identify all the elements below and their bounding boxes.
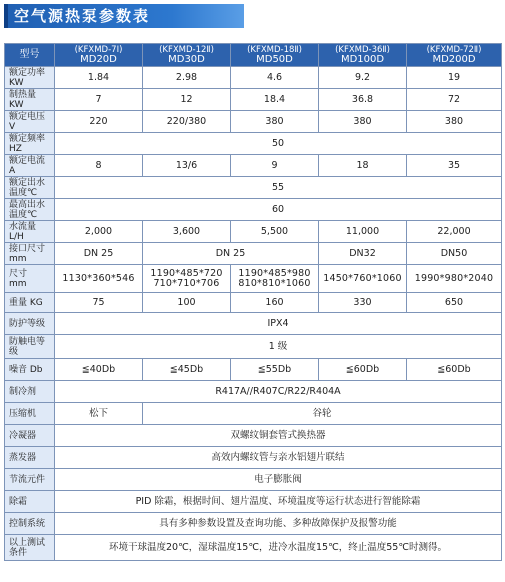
cell: DN 25 — [143, 243, 319, 265]
cell: DN32 — [319, 243, 407, 265]
cell: 7 — [55, 89, 143, 111]
cell: 电子膨胀阀 — [55, 469, 502, 491]
model-header: (KFXMD-72Ⅱ) MD200D — [407, 44, 502, 67]
cell: 11,000 — [319, 221, 407, 243]
cell: R417A//R407C/R22/R404A — [55, 381, 502, 403]
cell: ≦40Db — [55, 359, 143, 381]
cell: 1450*760*1060 — [319, 265, 407, 293]
table-row — [5, 335, 502, 359]
table-row — [5, 89, 502, 111]
row-label: 制热量 KW — [5, 89, 55, 111]
table-row — [5, 265, 502, 293]
table-row — [5, 513, 502, 535]
cell: 380 — [407, 111, 502, 133]
cell: 1.84 — [55, 67, 143, 89]
model-header: (KFXMD-12Ⅱ) MD30D — [143, 44, 231, 67]
table-row — [5, 381, 502, 403]
row-label: 蒸发器 — [5, 447, 55, 469]
spec-table — [4, 43, 502, 561]
row-label: 尺寸 mm — [5, 265, 55, 293]
page-title: 空气源热泵参数表 — [4, 4, 244, 28]
cell: 100 — [143, 293, 231, 313]
cell: 380 — [231, 111, 319, 133]
cell: 4.6 — [231, 67, 319, 89]
model-header: (KFXMD-7Ⅰ) MD20D — [55, 44, 143, 67]
row-label: 冷凝器 — [5, 425, 55, 447]
cell: PID 除霜，根据时间、翅片温度、环境温度等运行状态进行智能除霜 — [55, 491, 502, 513]
cell: 1 级 — [55, 335, 502, 359]
table-row — [5, 67, 502, 89]
cell: 50 — [55, 133, 502, 155]
cell: 9 — [231, 155, 319, 177]
row-label: 防触电等 级 — [5, 335, 55, 359]
cell: 60 — [55, 199, 502, 221]
table-row — [5, 199, 502, 221]
cell: ≦55Db — [231, 359, 319, 381]
row-label: 防护等级 — [5, 313, 55, 335]
table-row — [5, 243, 502, 265]
header-row — [5, 44, 502, 67]
table-row — [5, 535, 502, 561]
cell: 220/380 — [143, 111, 231, 133]
table-row — [5, 403, 502, 425]
cell: DN 25 — [55, 243, 143, 265]
row-label: 额定电压 V — [5, 111, 55, 133]
cell: 5,500 — [231, 221, 319, 243]
row-label: 节流元件 — [5, 469, 55, 491]
table-row — [5, 133, 502, 155]
cell: 650 — [407, 293, 502, 313]
cell: 13/6 — [143, 155, 231, 177]
model-header: (KFXMD-36Ⅱ) MD100D — [319, 44, 407, 67]
cell: 双螺纹铜套管式换热器 — [55, 425, 502, 447]
table-row — [5, 155, 502, 177]
table-row — [5, 469, 502, 491]
row-label: 额定频率 HZ — [5, 133, 55, 155]
table-row — [5, 425, 502, 447]
cell: 9.2 — [319, 67, 407, 89]
table-row — [5, 221, 502, 243]
row-label: 控制系统 — [5, 513, 55, 535]
cell: 35 — [407, 155, 502, 177]
cell: 22,000 — [407, 221, 502, 243]
header-label: 型号 — [5, 44, 55, 67]
cell: 具有多种参数设置及查询功能、多种故障保护及报警功能 — [55, 513, 502, 535]
cell: ≦60Db — [319, 359, 407, 381]
cell: 220 — [55, 111, 143, 133]
cell: 环境干球温度20℃，湿球温度15℃，进冷水温度15℃，终止温度55℃时测得。 — [55, 535, 502, 561]
table-row — [5, 313, 502, 335]
cell: 18 — [319, 155, 407, 177]
cell: 36.8 — [319, 89, 407, 111]
row-label: 水流量 L/H — [5, 221, 55, 243]
row-label: 重量 KG — [5, 293, 55, 313]
cell: 谷轮 — [143, 403, 502, 425]
cell: 高效内螺纹管与亲水铝翅片联结 — [55, 447, 502, 469]
row-label: 除霜 — [5, 491, 55, 513]
cell: 1990*980*2040 — [407, 265, 502, 293]
cell: 松下 — [55, 403, 143, 425]
row-label: 压缩机 — [5, 403, 55, 425]
cell: 55 — [55, 177, 502, 199]
cell: ≦45Db — [143, 359, 231, 381]
cell: 72 — [407, 89, 502, 111]
table-row — [5, 111, 502, 133]
cell: 12 — [143, 89, 231, 111]
cell: 1190*485*980 810*810*1060 — [231, 265, 319, 293]
cell: ≦60Db — [407, 359, 502, 381]
cell: 330 — [319, 293, 407, 313]
cell: 380 — [319, 111, 407, 133]
model-header: (KFXMD-18Ⅱ) MD50D — [231, 44, 319, 67]
row-label: 以上测试 条件 — [5, 535, 55, 561]
table-row — [5, 293, 502, 313]
cell: IPX4 — [55, 313, 502, 335]
row-label: 制冷剂 — [5, 381, 55, 403]
table-row — [5, 447, 502, 469]
cell: 18.4 — [231, 89, 319, 111]
row-label: 噪音 Db — [5, 359, 55, 381]
table-row — [5, 491, 502, 513]
cell: 2,000 — [55, 221, 143, 243]
cell: 1130*360*546 — [55, 265, 143, 293]
cell: 19 — [407, 67, 502, 89]
row-label: 接口尺寸 mm — [5, 243, 55, 265]
table-row — [5, 359, 502, 381]
cell: 8 — [55, 155, 143, 177]
row-label: 最高出水 温度℃ — [5, 199, 55, 221]
cell: 1190*485*720 710*710*706 — [143, 265, 231, 293]
cell: 3,600 — [143, 221, 231, 243]
row-label: 额定电流 A — [5, 155, 55, 177]
table-row — [5, 177, 502, 199]
cell: 2.98 — [143, 67, 231, 89]
cell: 75 — [55, 293, 143, 313]
cell: 160 — [231, 293, 319, 313]
row-label: 额定功率 KW — [5, 67, 55, 89]
cell: DN50 — [407, 243, 502, 265]
row-label: 额定出水 温度℃ — [5, 177, 55, 199]
